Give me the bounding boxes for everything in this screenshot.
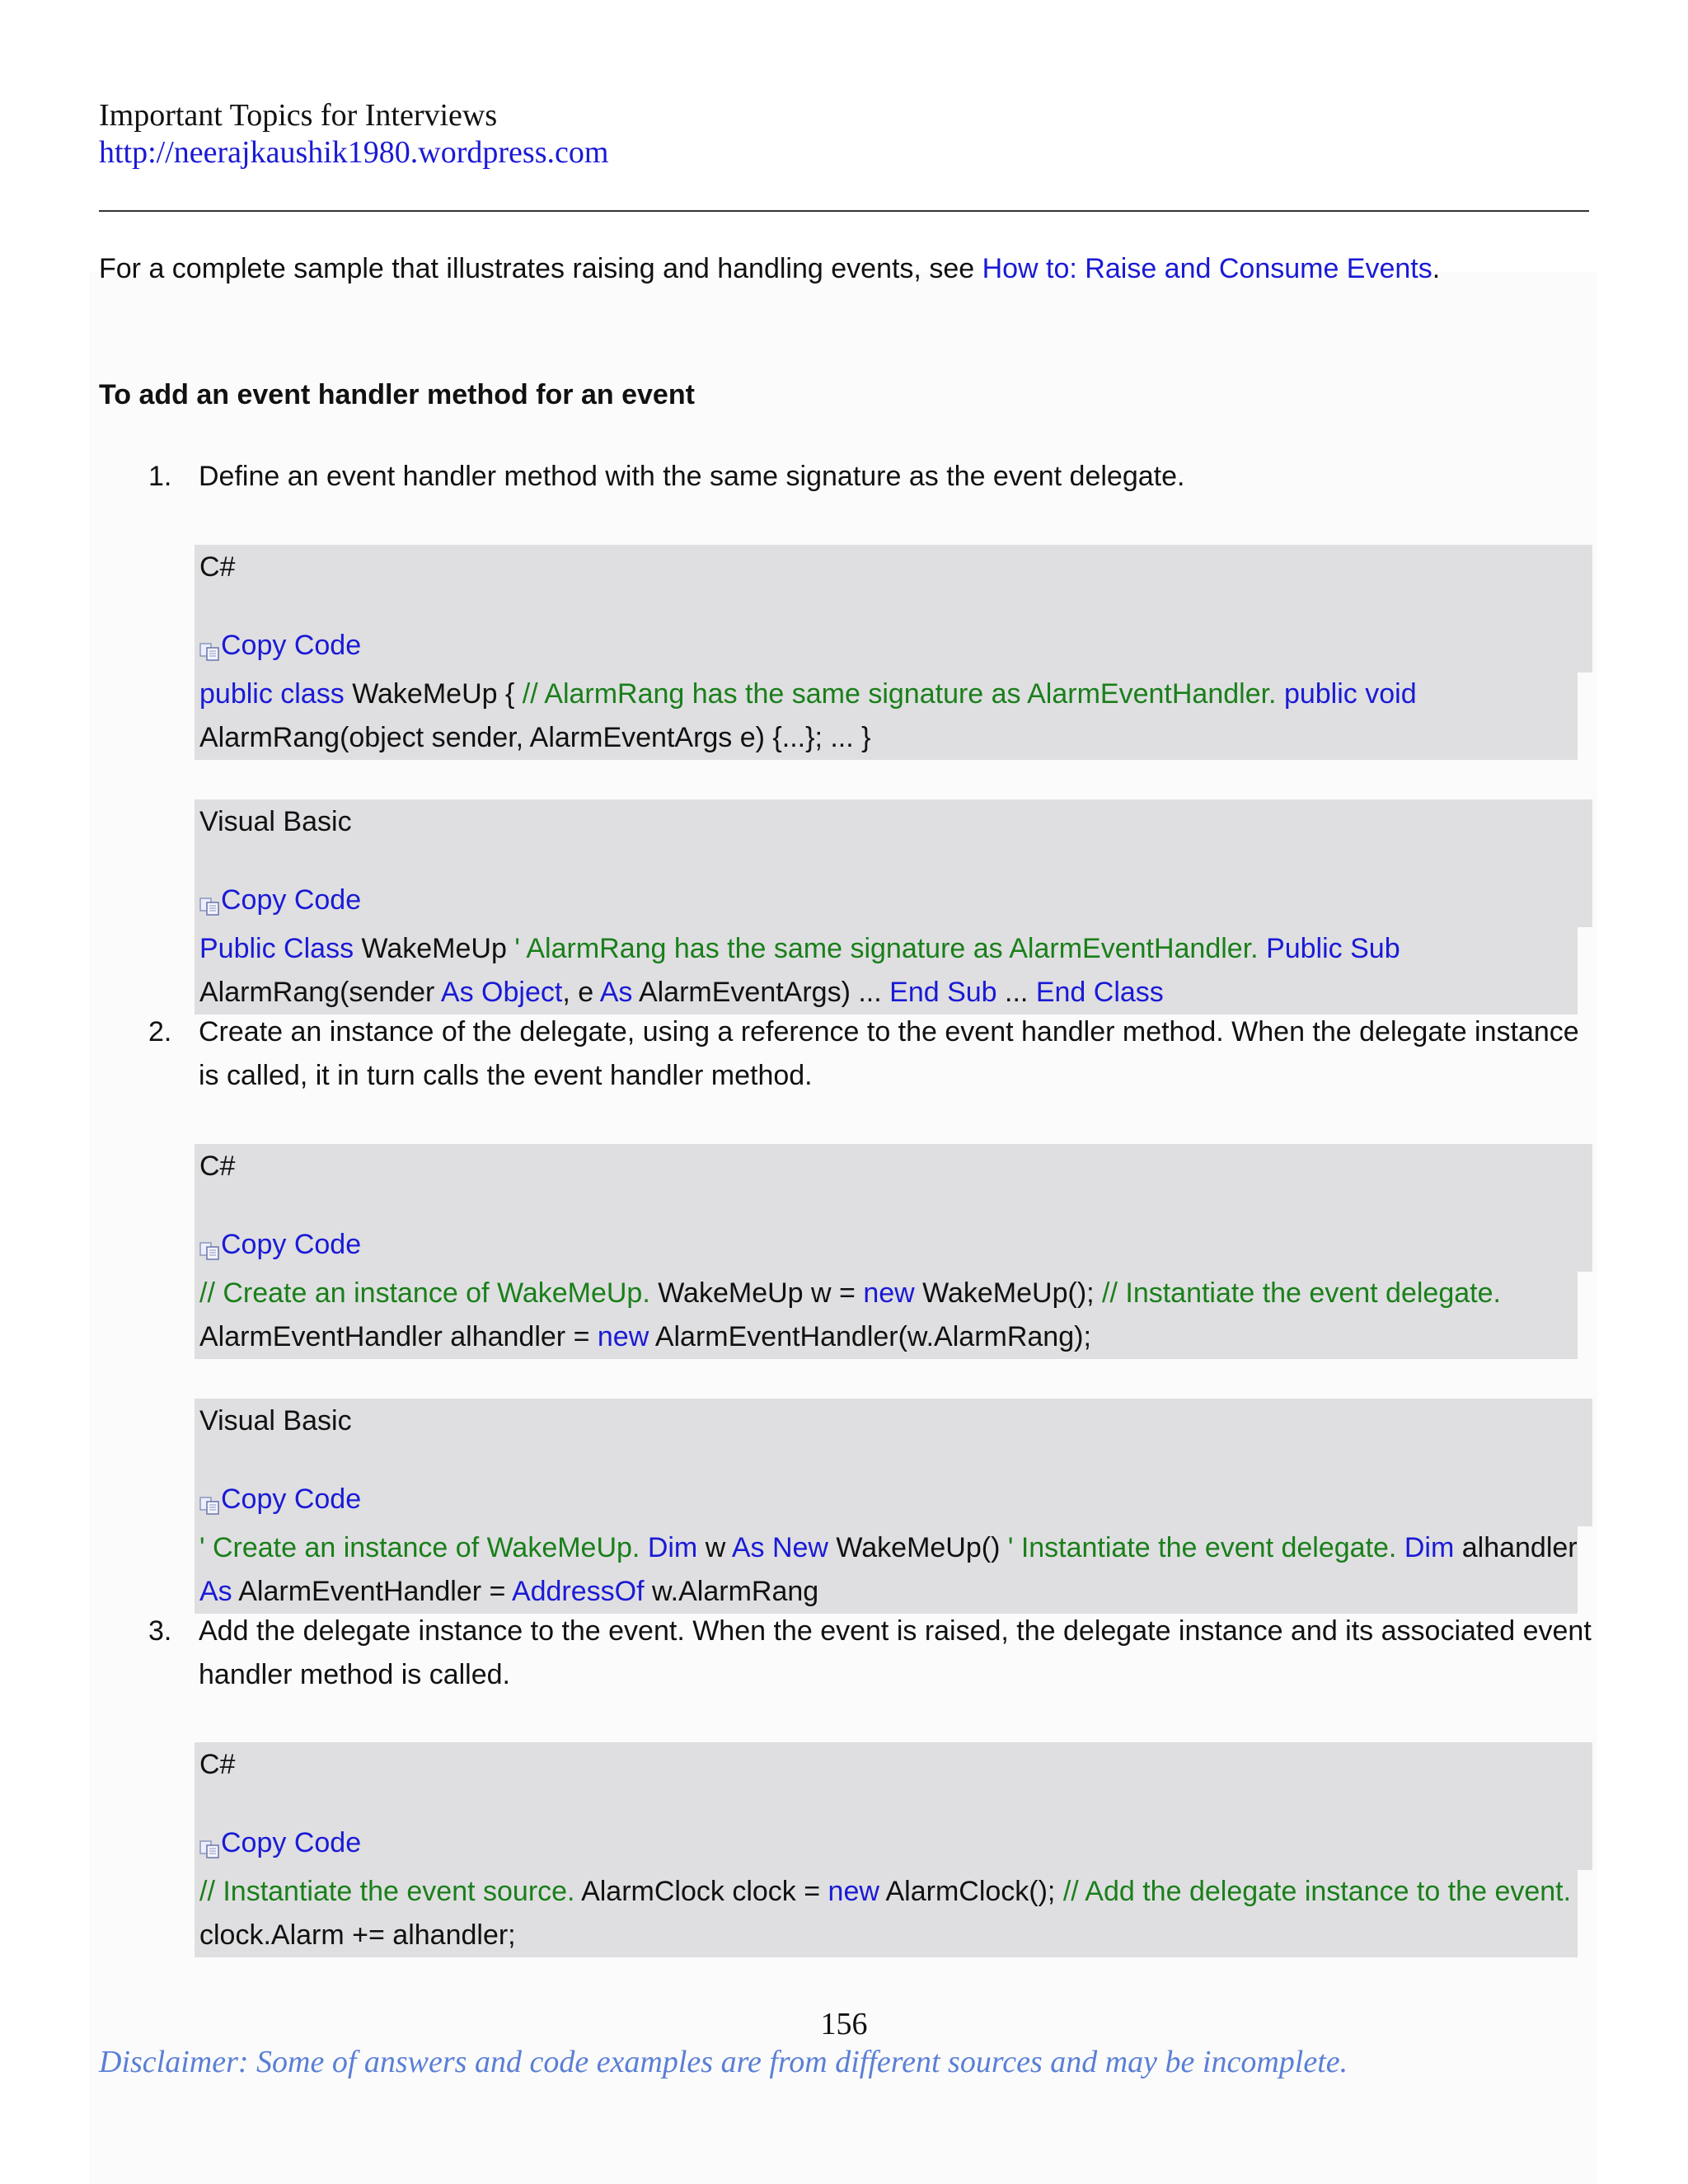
code-comment: // Add the delegate instance to the event. bbox=[1062, 1876, 1572, 1907]
code-language-label: C# bbox=[199, 1151, 236, 1182]
code-line bbox=[199, 971, 1578, 1015]
intro-text: For a complete sample that illustrates raising and handling events, see bbox=[99, 253, 982, 284]
code-keyword: End Sub bbox=[889, 977, 997, 1008]
copy-code-label: Copy Code bbox=[221, 1229, 362, 1260]
code-comment: // Instantiate the event source. bbox=[199, 1876, 575, 1907]
code-comment: ' Instantiate the event delegate. bbox=[1007, 1532, 1397, 1563]
code-comment: ' AlarmRang has the same signature as AlarmEventHandler. bbox=[514, 933, 1259, 964]
code-text: WakeMeUp() bbox=[828, 1532, 1008, 1563]
intro-paragraph bbox=[99, 251, 1440, 286]
page-number: 156 bbox=[820, 2007, 868, 2041]
code-keyword: Dim bbox=[647, 1532, 698, 1563]
copy-code-label: Copy Code bbox=[221, 1483, 362, 1515]
code-text bbox=[1259, 933, 1266, 964]
code-line bbox=[199, 716, 1578, 760]
code-content bbox=[195, 1272, 1578, 1359]
code-text: AlarmClock(); bbox=[879, 1876, 1063, 1907]
step-text: Add the delegate instance to the event. When the event is raised, the delegate instance and its associated event handler method is called. bbox=[199, 1615, 1592, 1690]
header-url-link[interactable]: http://neerajkaushik1980.wordpress.com bbox=[99, 135, 609, 170]
code-language-label: C# bbox=[199, 551, 236, 583]
code-text: w bbox=[697, 1532, 732, 1563]
code-content bbox=[195, 1870, 1578, 1957]
code-text: WakeMeUp w = bbox=[649, 1277, 864, 1309]
code-block-header bbox=[195, 799, 1592, 927]
code-text: ... bbox=[996, 977, 1036, 1008]
code-text: alhandler bbox=[1454, 1532, 1578, 1563]
code-comment: // Instantiate the event delegate. bbox=[1102, 1277, 1501, 1309]
code-text: AlarmEventHandler = bbox=[232, 1576, 512, 1607]
step-number: 3. bbox=[148, 1615, 172, 1647]
copy-code-label: Copy Code bbox=[221, 630, 362, 661]
code-text: clock.Alarm += alhandler; bbox=[199, 1919, 516, 1951]
copy-icon bbox=[199, 1241, 221, 1261]
copy-icon bbox=[199, 1840, 221, 1859]
code-text bbox=[640, 1532, 647, 1563]
code-line bbox=[199, 1272, 1578, 1315]
code-text: w.AlarmRang bbox=[644, 1576, 819, 1607]
code-keyword: Public Sub bbox=[1266, 933, 1400, 964]
section-heading: To add an event handler method for an event bbox=[99, 379, 695, 410]
code-line bbox=[199, 1526, 1578, 1570]
code-comment: ' Create an instance of WakeMeUp. bbox=[199, 1532, 640, 1563]
code-content bbox=[195, 1526, 1578, 1614]
code-text: , e bbox=[562, 977, 600, 1008]
code-keyword: Public Class bbox=[199, 933, 354, 964]
step-number: 1. bbox=[148, 461, 172, 492]
copy-icon bbox=[199, 1496, 221, 1516]
code-block bbox=[195, 1399, 1592, 1614]
header-title: Important Topics for Interviews bbox=[99, 98, 498, 133]
code-text: AlarmRang(sender bbox=[199, 977, 441, 1008]
code-comment: // AlarmRang has the same signature as AlarmEventHandler. bbox=[522, 678, 1277, 710]
code-keyword: public class bbox=[199, 678, 345, 710]
code-block-header bbox=[195, 545, 1592, 673]
code-line bbox=[199, 1315, 1578, 1359]
code-keyword: As bbox=[599, 977, 633, 1008]
code-block bbox=[195, 799, 1592, 1015]
code-text: AlarmClock clock = bbox=[574, 1876, 828, 1907]
code-block-header bbox=[195, 1742, 1592, 1870]
copy-code-button[interactable] bbox=[199, 1827, 361, 1859]
code-text: WakeMeUp { bbox=[344, 678, 523, 710]
disclaimer-text: Disclaimer: Some of answers and code examples are from different sources and may be incomplete. bbox=[99, 2045, 1348, 2079]
code-text: AlarmEventHandler alhandler = bbox=[199, 1321, 598, 1352]
code-keyword: As bbox=[199, 1576, 232, 1607]
code-line bbox=[199, 927, 1578, 971]
code-text bbox=[1277, 678, 1284, 710]
code-text: AlarmEventHandler(w.AlarmRang); bbox=[649, 1321, 1091, 1352]
copy-code-button[interactable] bbox=[199, 630, 361, 662]
code-block bbox=[195, 545, 1592, 760]
step-text: Create an instance of the delegate, using a reference to the event handler method. When the delegate instance is called, it in turn calls the event handler method. bbox=[199, 1016, 1579, 1091]
code-language-label: C# bbox=[199, 1749, 236, 1780]
document-header bbox=[99, 97, 608, 171]
code-language-label: Visual Basic bbox=[199, 806, 352, 837]
raise-consume-events-link[interactable]: How to: Raise and Consume Events bbox=[982, 253, 1432, 284]
copy-icon bbox=[199, 642, 221, 662]
code-keyword: Dim bbox=[1404, 1532, 1455, 1563]
code-keyword: AddressOf bbox=[511, 1576, 645, 1607]
code-line bbox=[199, 1570, 1578, 1614]
code-block-header bbox=[195, 1144, 1592, 1272]
intro-text-end: . bbox=[1432, 253, 1441, 284]
code-keyword: As Object bbox=[440, 977, 563, 1008]
copy-code-label: Copy Code bbox=[221, 884, 362, 916]
step-text: Define an event handler method with the same signature as the event delegate. bbox=[199, 461, 1185, 492]
step-number: 2. bbox=[148, 1016, 172, 1047]
header-divider bbox=[99, 210, 1589, 212]
code-keyword: As New bbox=[731, 1532, 828, 1563]
code-keyword: new bbox=[597, 1321, 649, 1352]
code-keyword: new bbox=[828, 1876, 879, 1907]
code-content bbox=[195, 673, 1578, 760]
code-text bbox=[1396, 1532, 1404, 1563]
copy-code-button[interactable] bbox=[199, 1229, 361, 1261]
code-line bbox=[199, 673, 1578, 716]
code-keyword: new bbox=[863, 1277, 915, 1309]
code-keyword: End Class bbox=[1035, 977, 1164, 1008]
code-text: AlarmEventArgs) ... bbox=[632, 977, 890, 1008]
copy-icon bbox=[199, 897, 221, 916]
code-block-header bbox=[195, 1399, 1592, 1526]
code-line bbox=[199, 1870, 1578, 1914]
code-text: WakeMeUp bbox=[354, 933, 515, 964]
copy-code-button[interactable] bbox=[199, 884, 361, 916]
code-keyword: public void bbox=[1283, 678, 1417, 710]
code-line bbox=[199, 1914, 1578, 1957]
code-text: AlarmRang(object sender, AlarmEventArgs e) {...}; ... } bbox=[199, 722, 871, 753]
code-comment: // Create an instance of WakeMeUp. bbox=[199, 1277, 650, 1309]
code-block bbox=[195, 1742, 1592, 1957]
copy-code-label: Copy Code bbox=[221, 1827, 362, 1858]
code-block bbox=[195, 1144, 1592, 1359]
code-text: WakeMeUp(); bbox=[914, 1277, 1103, 1309]
copy-code-button[interactable] bbox=[199, 1483, 361, 1516]
code-language-label: Visual Basic bbox=[199, 1405, 352, 1436]
code-content bbox=[195, 927, 1578, 1015]
